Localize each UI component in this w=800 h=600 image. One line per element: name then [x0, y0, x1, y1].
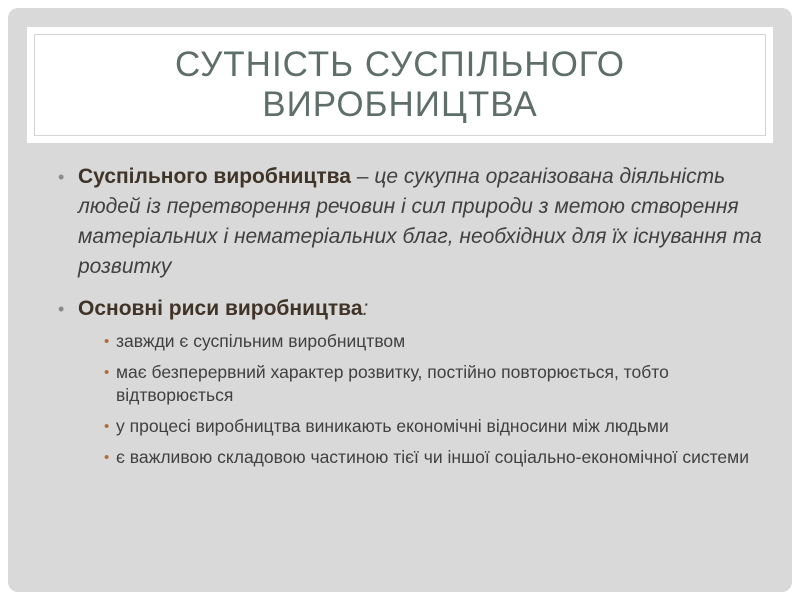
features-colon: :	[362, 297, 369, 320]
feature-item	[104, 361, 766, 407]
sub-bullet-icon: •	[104, 449, 110, 466]
sub-bullet-icon: •	[104, 333, 110, 350]
feature-item	[104, 415, 766, 438]
feature-item-text: є важливою складовою частиною тієї чи іншої соціально-економічної системи	[116, 447, 749, 467]
feature-item-text: у процесі виробництва виникають економічні відносини між людьми	[116, 416, 669, 436]
slide	[8, 8, 792, 592]
features-list	[78, 330, 766, 469]
feature-item-text: завжди є суспільним виробництвом	[116, 331, 406, 351]
feature-item-text: має безперервний характер розвитку, постійно повторюється, тобто відтворюється	[116, 362, 669, 405]
sub-bullet-icon: •	[104, 418, 110, 435]
definition-term: Суспільного виробництва	[78, 165, 351, 188]
sub-bullet-icon: •	[104, 364, 110, 381]
feature-item	[104, 330, 766, 353]
title-frame	[34, 34, 766, 136]
title-box	[27, 27, 773, 143]
feature-item	[104, 446, 766, 469]
bullet-features	[56, 294, 766, 469]
definition-text: – це сукупна організована діяльність людей із перетворення речовин і сил природи з метою створення матеріальних і нематеріальних благ, необхідних для їх існування та розвитку	[78, 165, 762, 278]
bullet-dot-icon: •	[58, 167, 65, 187]
bullet-definition	[56, 162, 766, 282]
features-heading: Основні риси виробництва	[78, 297, 363, 320]
bullet-dot-icon: •	[58, 299, 65, 319]
slide-content	[56, 162, 766, 481]
slide-title: СУТНІСТЬ СУСПІЛЬНОГО ВИРОБНИЦТВА	[174, 45, 626, 124]
